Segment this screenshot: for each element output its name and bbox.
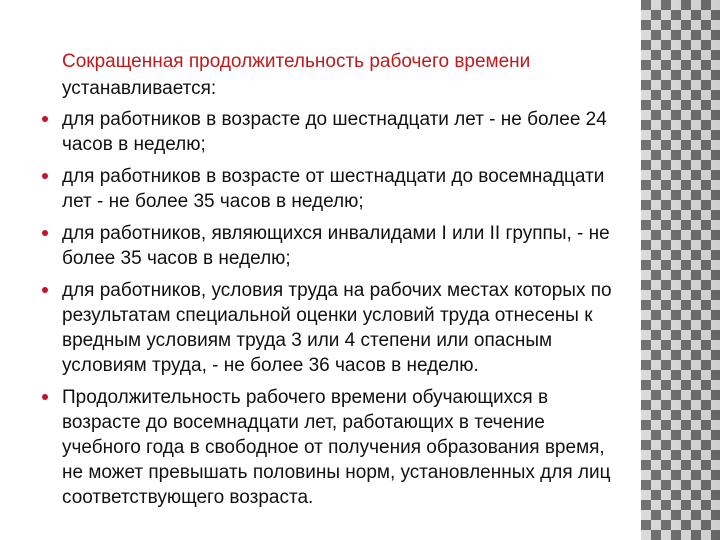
list-item: [40, 107, 620, 157]
bullet-icon: [42, 230, 48, 236]
bullet-list: [40, 107, 620, 510]
intro-paragraph: [62, 48, 620, 102]
intro-lead-text: Сокращенная продолжительность рабочего времени: [62, 51, 531, 72]
list-item: [40, 164, 620, 214]
list-item-text: Продолжительность рабочего времени обучающихся в возрасте до восемнадцати лет, работающих в течение учебного года в свободное от получения образования время, не может превышать половины норм, установленных для лиц соответствующего возраста.: [62, 387, 611, 508]
bullet-icon: [42, 394, 48, 400]
list-item-text: для работников, являющихся инвалидами I или II группы, - не более 35 часов в неделю;: [62, 223, 610, 269]
list-item: [40, 221, 620, 271]
slide-content: [40, 48, 620, 517]
bullet-icon: [42, 287, 48, 293]
list-item: [40, 278, 620, 378]
intro-rest-text: устанавливается:: [62, 78, 217, 99]
bullet-icon: [42, 116, 48, 122]
decorative-pattern-sidebar: [639, 0, 720, 540]
list-item-text: для работников, условия труда на рабочих местах которых по результатам специальной оценки условий труда отнесены к вредным условиям труда 3 или 4 степени или опасным условиям труда, - не более 36 часов в неделю.: [62, 280, 612, 376]
list-item-text: для работников в возрасте до шестнадцати лет - не более 24 часов в неделю;: [62, 109, 607, 155]
bullet-icon: [42, 173, 48, 179]
list-item-text: для работников в возрасте от шестнадцати до восемнадцати лет - не более 35 часов в неделю;: [62, 166, 605, 212]
list-item: [40, 385, 620, 510]
